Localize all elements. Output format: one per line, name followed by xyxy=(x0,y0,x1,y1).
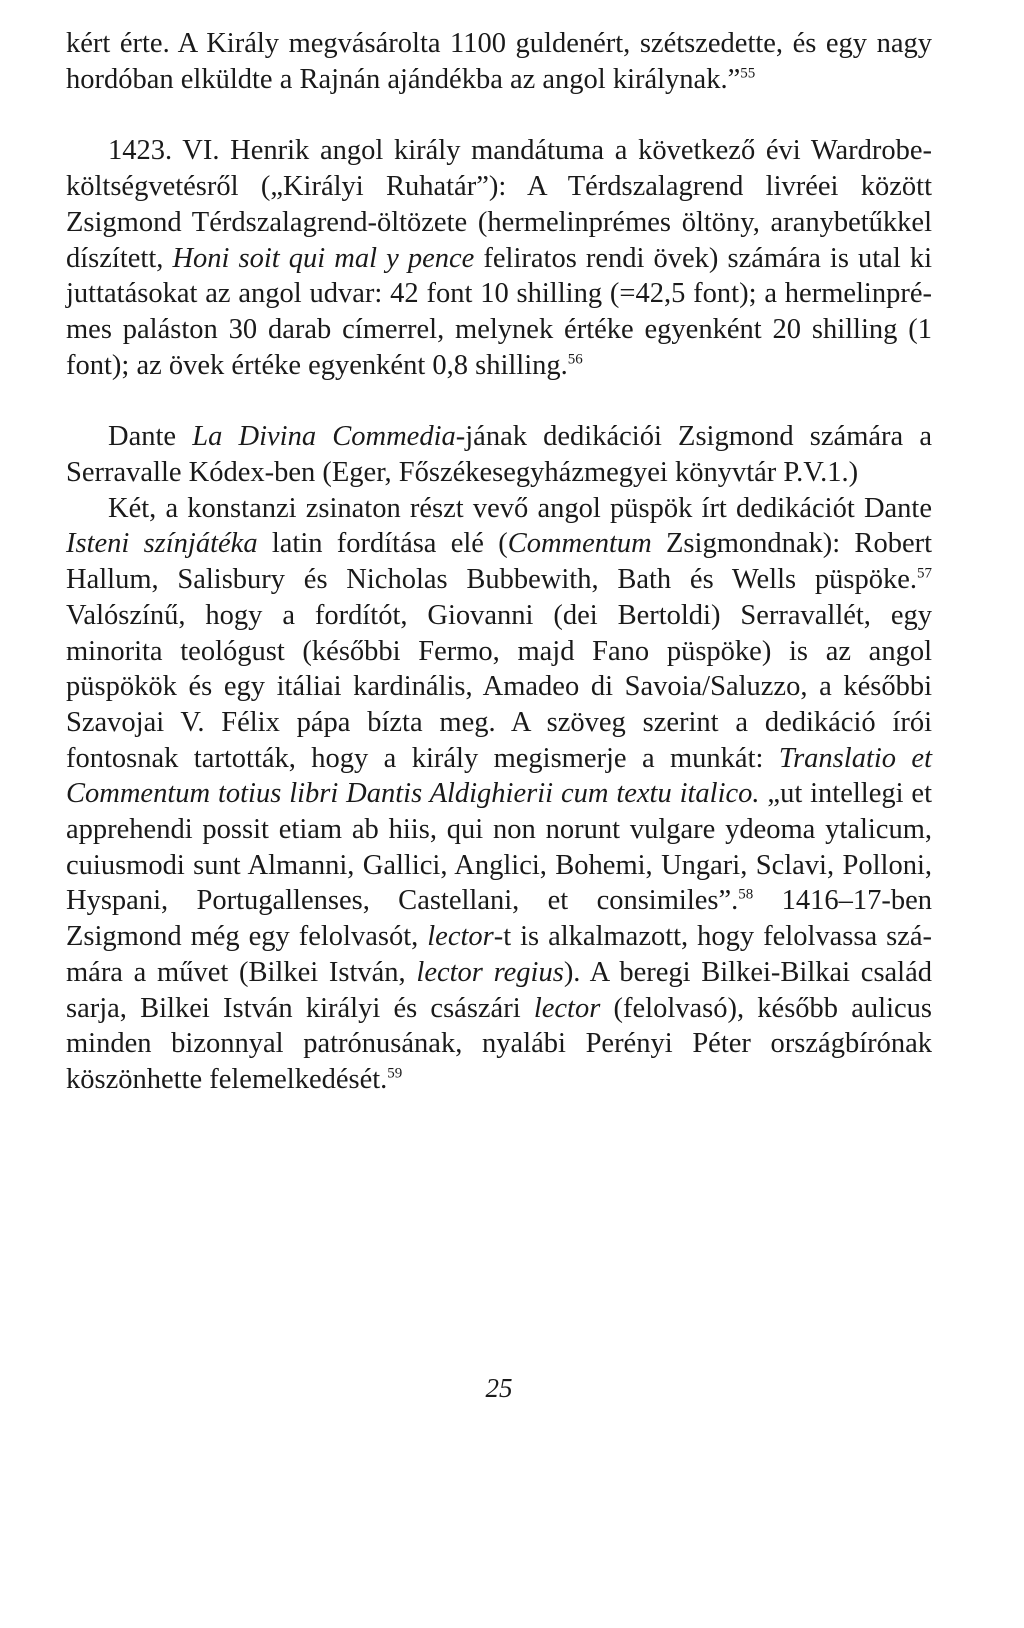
text-run: Valószínű, hogy a fordítót, Giovanni (dei Bertoldi) Serravallét, egy minorita teológust (későbbi Fermo, majd Fano püspöke) is az angol püspökök és egy itáliai kardinális, Amadeo di Savoia/Saluzzo, a későbbi Szavojai V. Félix pápa bízta meg. A szöveg szerint a dedikáció írói fontosnak tartották, hogy a király megismerje a munkát: xyxy=(66,599,932,774)
italic-text: lector xyxy=(533,992,601,1024)
italic-text: Commentum xyxy=(507,528,652,560)
paragraph-3 xyxy=(66,419,932,490)
text-run: Két, a konstanzi zsinaton részt vevő angol püspök írt dedikációt Dante xyxy=(108,492,932,524)
text-run: ). A beregi Bilkei-Bilkai család sarja, Bilkei István királyi és császári xyxy=(66,956,932,1024)
text-run: 1416–17-ben Zsigmond még egy felolvasót, xyxy=(66,885,932,953)
paragraph-1 xyxy=(66,26,932,97)
italic-text: La Divina Commedia xyxy=(192,421,456,453)
text-run: latin fordítása elé ( xyxy=(257,528,508,560)
text-run: (felolvasó), később aulicus minden bizonnyal patrónusának, nyalábi Perényi Péter országbírónak köszönhette felemelkedését. xyxy=(66,992,932,1095)
text-run: „ut intellegi et apprehendi possit etiam ab hiis, qui non norunt vulgare ydeoma ytalicum, cuiusmodi sunt Almanni, Gallici, Anglici, Bohemi, Ungari, Sclavi, Polloni, Hyspani, Portugallenses, Castellani, et consimiles”. xyxy=(66,778,932,917)
footnote-marker: 57 xyxy=(917,565,932,582)
italic-text: Honi soit qui mal y pence xyxy=(172,242,475,274)
page-number: 25 xyxy=(485,1373,513,1403)
text-run: feliratos rendi övek) számára is utal ki juttatásokat az angol udvar: 42 font 10 shilling (=42,5 font); a hermelinprémes paláston 30 darab címerrel, melynek értéke egyenként 20 shilling (1 font); az övek értéke egyenként 0,8 shilling. xyxy=(66,242,933,381)
text-run: -t is alkalmazott, hogy felolvassa számára a művet (Bilkei István, xyxy=(66,921,932,988)
footnote-marker: 56 xyxy=(567,351,583,368)
paragraph-4 xyxy=(66,491,932,1098)
italic-text: Translatio et Commentum totius libri Dantis Aldighierii cum textu italico. xyxy=(66,742,932,810)
paragraph-2 xyxy=(66,133,932,383)
text-run: 1423. VI. Henrik angol király mandátuma a következő évi Wardrobe-költségvetésről („Királyi Ruhatár”): A Térdszalagrend livréei között Zsigmond Térdszalagrend-öltözete (hermelinprémes öltöny, aranybetűkkel díszített, xyxy=(66,135,932,274)
italic-text: lector xyxy=(427,921,494,953)
footnote-marker: 55 xyxy=(740,65,756,82)
text-run: kért érte. A Király megvásárolta 1100 guldenért, szétszedette, és egy nagy hordóban elküldte a Rajnán ajándékba az angol királynak.” xyxy=(66,28,932,95)
italic-text: lector regius xyxy=(416,956,564,988)
italic-text: Isteni színjátéka xyxy=(66,528,258,560)
footnote-marker: 58 xyxy=(738,886,754,903)
text-run: Zsigmondnak): Robert Hallum, Salisbury és Nicholas Bubbewith, Bath és Wells püspöke. xyxy=(66,528,932,596)
text-run: Dante xyxy=(108,421,193,453)
text-run: -jának dedikációi Zsigmond számára a Serravalle Kódex-ben (Eger, Főszékesegyházmegyei könyvtár P.V.1.) xyxy=(66,421,932,489)
document-body xyxy=(66,26,932,1098)
footnote-marker: 59 xyxy=(387,1065,403,1082)
